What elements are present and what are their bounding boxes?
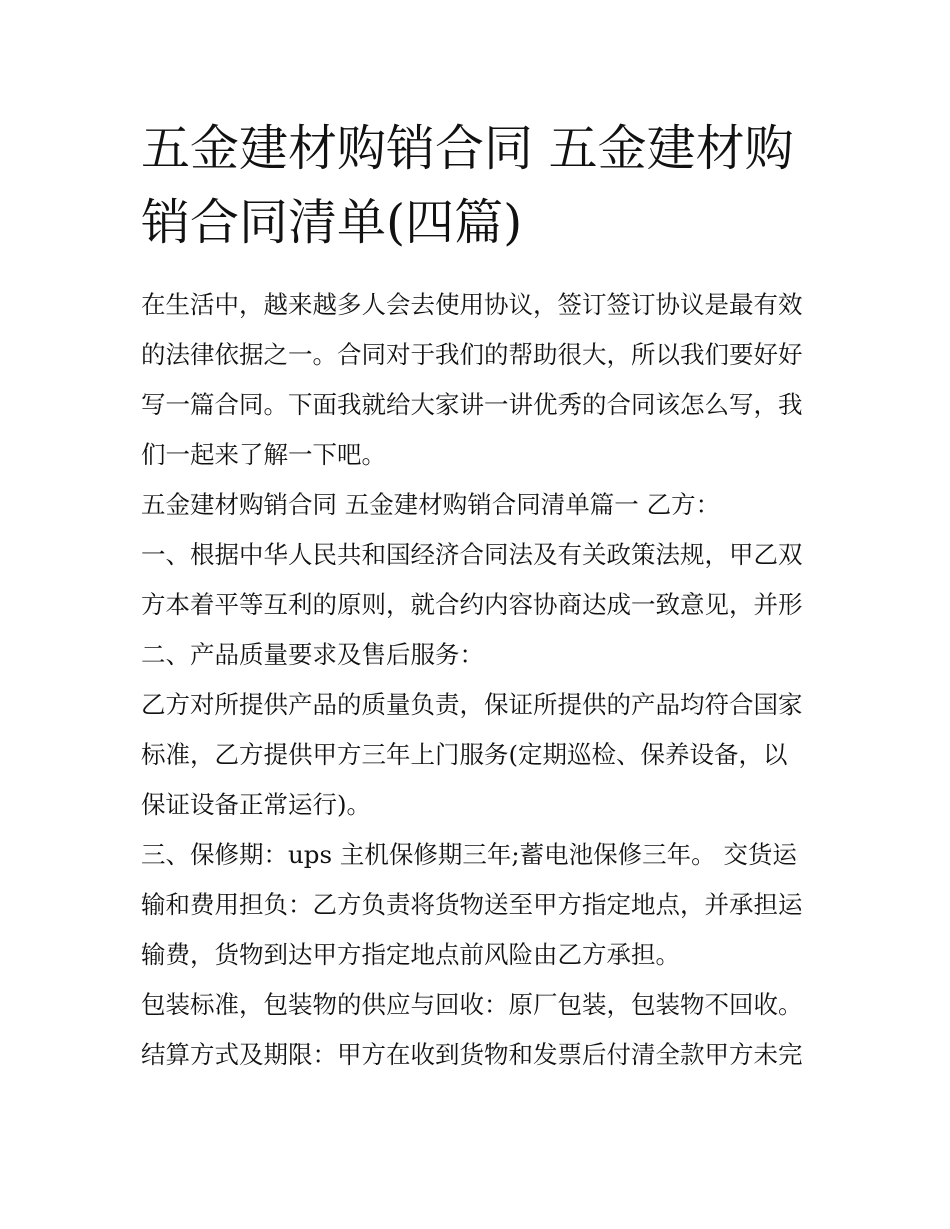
body-line: 输费，货物到达甲方指定地点前风险由乙方承担。 [141,940,680,969]
document-body [141,280,816,1080]
body-line: 保证设备正常运行)。 [141,790,372,819]
body-line: 包装标准，包装物的供应与回收：原厂包装，包装物不回收。 [141,990,803,1019]
body-line: 输和费用担负：乙方负责将货物送至甲方指定地点，并承担运 [141,890,803,919]
body-line: 在生活中，越来越多人会去使用协议，签订签订协议是最有效 [141,290,803,319]
body-line: 们一起来了解一下吧。 [141,440,386,469]
body-line: 乙方对所提供产品的质量负责，保证所提供的产品均符合国家 [141,690,803,719]
body-line: 三、保修期：ups 主机保修期三年;蓄电池保修三年。 交货运 [141,840,797,869]
body-line: 的法律依据之一。合同对于我们的帮助很大，所以我们要好好 [141,340,803,369]
body-line: 写一篇合同。下面我就给大家讲一讲优秀的合同该怎么写，我 [141,390,803,419]
body-line: 结算方式及期限：甲方在收到货物和发票后付清全款甲方未完 [141,1040,803,1069]
body-line: 一、根据中华人民共和国经济合同法及有关政策法规，甲乙双 [141,540,803,569]
body-line: 标准，乙方提供甲方三年上门服务(定期巡检、保养设备，以 [141,740,788,769]
body-line: 二、产品质量要求及售后服务： [141,640,484,669]
document-title [141,112,821,260]
title-line: 五金建材购销合同 五金建材购 [141,120,794,177]
title-line: 销合同清单(四篇) [141,194,523,251]
body-line: 五金建材购销合同 五金建材购销合同清单篇一 乙方： [141,490,721,519]
body-line: 方本着平等互利的原则，就合约内容协商达成一致意见，并形 [141,590,803,619]
